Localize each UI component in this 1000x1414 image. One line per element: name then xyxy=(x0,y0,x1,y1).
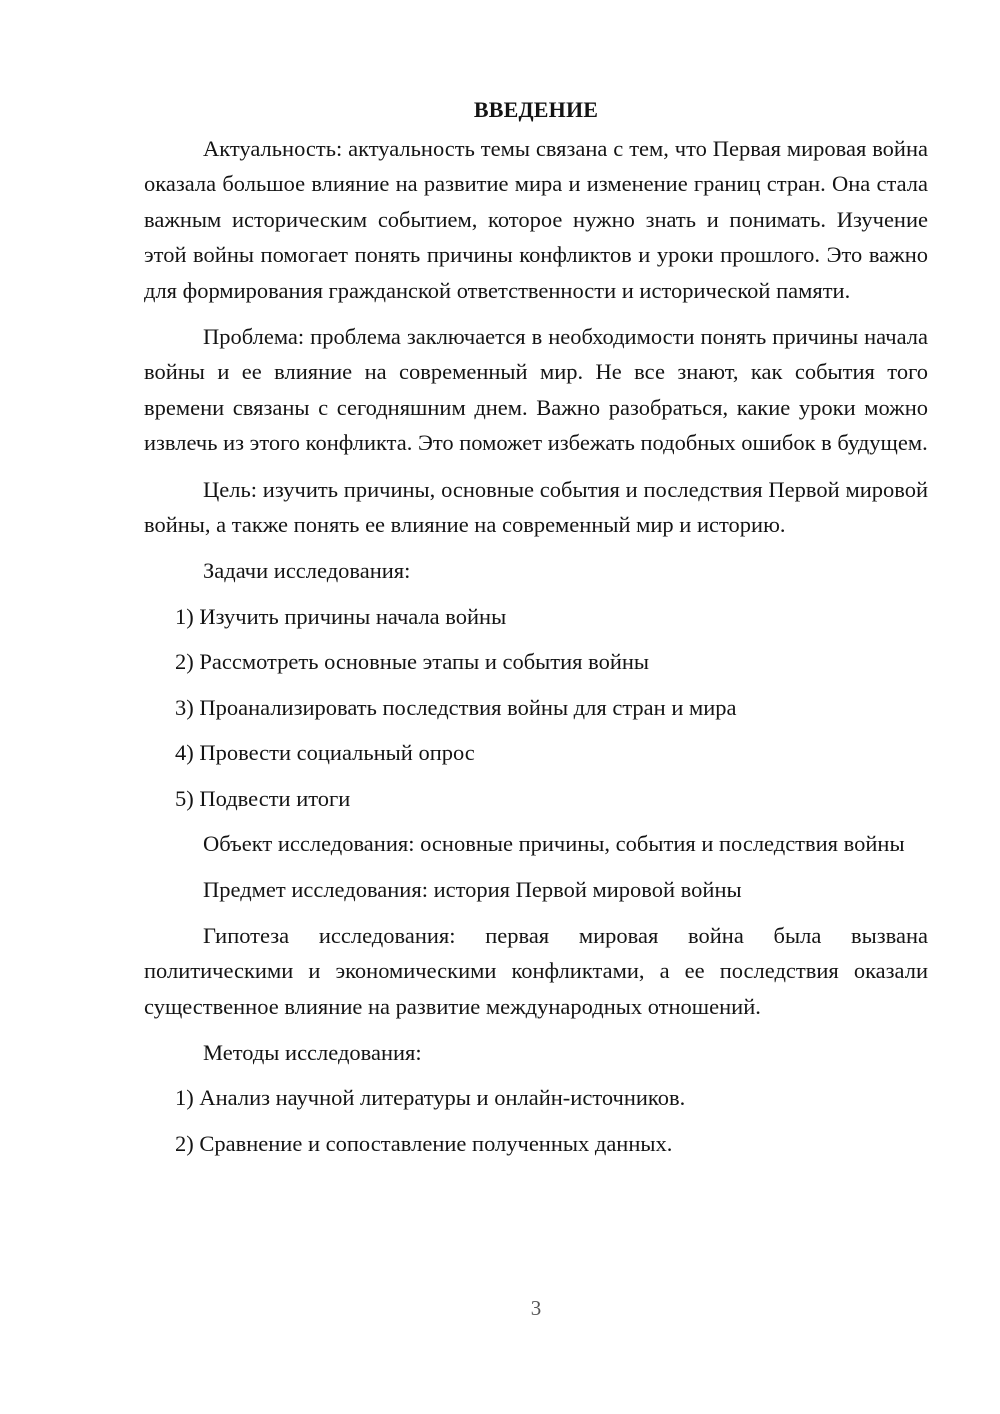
methods-list xyxy=(144,1080,928,1161)
hypothesis-paragraph: Гипотеза исследования: первая мировая война была вызвана политическими и экономическими конфликтами, а ее последствия оказали существенное влияние на развитие международных отношений. xyxy=(144,922,928,1019)
document-page xyxy=(144,92,928,1171)
task-item: 2) Рассмотреть основные этапы и события войны xyxy=(175,649,650,675)
task-item: 1) Изучить причины начала войны xyxy=(175,603,507,629)
object-paragraph: Объект исследования: основные причины, события и последствия войны xyxy=(203,830,905,856)
method-item: 1) Анализ научной литературы и онлайн-источников. xyxy=(175,1085,686,1111)
goal-paragraph: Цель: изучить причины, основные события и последствия Первой мировой войны, а также понять ее влияние на современный мир и историю. xyxy=(144,476,928,538)
section-title: ВВЕДЕНИЕ xyxy=(473,97,599,122)
methods-heading: Методы исследования: xyxy=(203,1039,422,1065)
tasks-list xyxy=(144,599,928,816)
page-number: 3 xyxy=(530,1296,542,1320)
task-item: 5) Подвести итоги xyxy=(175,785,351,811)
task-item: 3) Проанализировать последствия войны для стран и мира xyxy=(175,694,737,720)
problem-paragraph: Проблема: проблема заключается в необходимости понять причины начала войны и ее влияние на современный мир. Не все знают, как события того времени связаны с сегодняшним днем. Важно разобраться, какие уроки можно извлечь из этого конфликта. Это поможет избежать подобных ошибок в будущем. xyxy=(144,324,928,456)
relevance-paragraph: Актуальность: актуальность темы связана с тем, что Первая мировая война оказала большое влияние на развитие мира и изменение границ стран. Она стала важным историческим событием, которое нужно знать и понимать. Изучение этой войны помогает понять причины конфликтов и уроки прошлого. Это важно для формирования гражданской ответственности и исторической памяти. xyxy=(144,136,928,303)
tasks-heading: Задачи исследования: xyxy=(203,558,411,584)
subject-paragraph: Предмет исследования: история Первой мировой войны xyxy=(203,877,742,903)
method-item: 2) Сравнение и сопоставление полученных данных. xyxy=(175,1130,673,1156)
task-item: 4) Провести социальный опрос xyxy=(175,740,475,766)
